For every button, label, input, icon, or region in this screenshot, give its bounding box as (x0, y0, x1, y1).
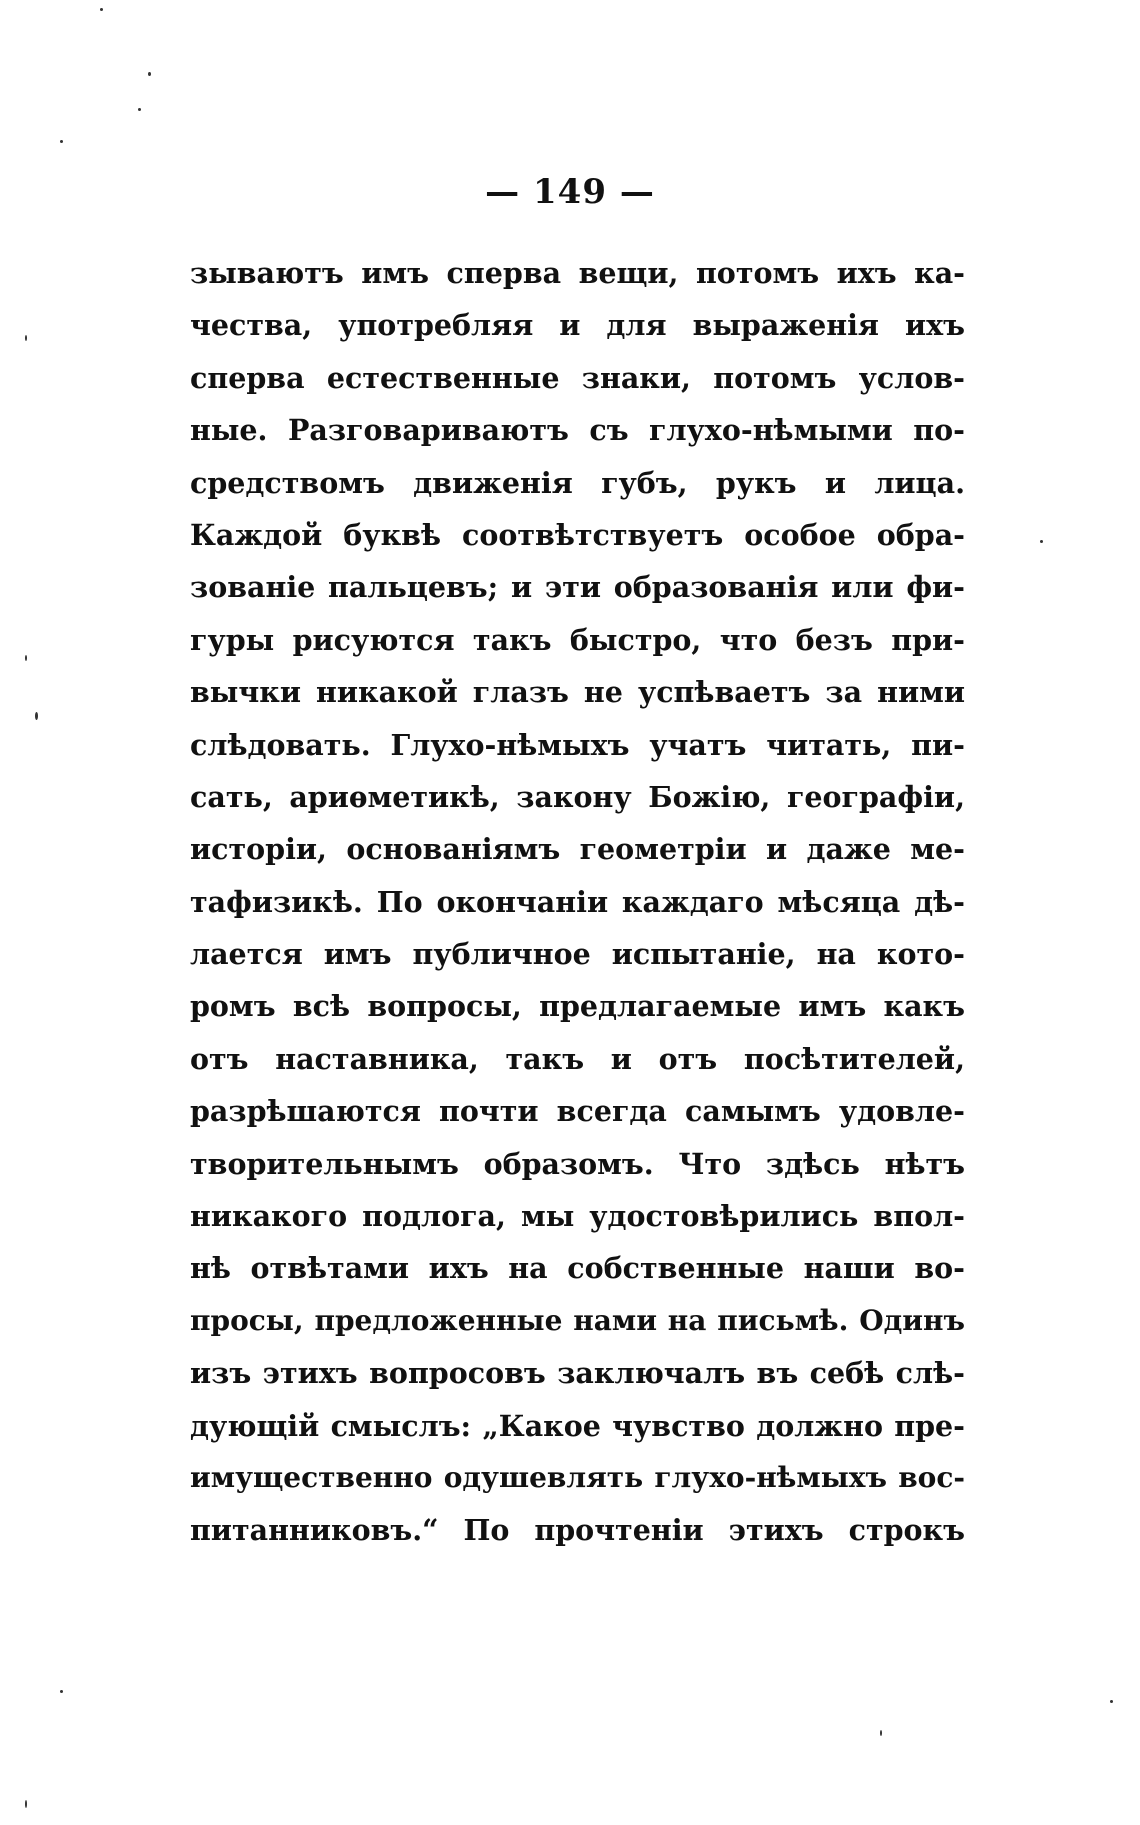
page-number: — 149 — (485, 172, 655, 212)
text-line: разрѣшаются почти всегда самымъ удовле- (190, 1094, 965, 1129)
scan-speck (1110, 1700, 1113, 1703)
body-text (190, 247, 965, 1557)
text-line: просы, предложенные нами на письмѣ. Одинъ (190, 1303, 965, 1337)
scan-speck (880, 1730, 882, 1736)
text-line: гуры рисуются такъ быстро, что безъ при- (190, 622, 965, 657)
scan-speck (1040, 540, 1043, 543)
text-line: тафизикѣ. По окончаніи каждаго мѣсяца дѣ- (190, 884, 965, 919)
scan-speck (148, 72, 151, 76)
scan-speck (25, 655, 27, 661)
text-line: нѣ отвѣтами ихъ на собственные наши во- (190, 1251, 965, 1286)
scan-speck (60, 1690, 63, 1693)
text-line: слѣдовать. Глухо-нѣмыхъ учатъ читать, пи- (190, 727, 965, 762)
scan-speck (100, 8, 103, 11)
text-line: вычки никакой глазъ не успѣваетъ за ними (190, 675, 965, 710)
text-line: творительнымъ образомъ. Что здѣсь нѣтъ (190, 1146, 965, 1181)
text-line: исторіи, основаніямъ геометріи и даже ме- (190, 832, 965, 867)
scan-speck (138, 108, 141, 111)
scan-speck (60, 140, 63, 143)
text-line: отъ наставника, такъ и отъ посѣтителей, (190, 1041, 965, 1076)
text-line: лается имъ публичное испытаніе, на кото- (190, 937, 965, 972)
text-line: ные. Разговариваютъ съ глухо-нѣмыми по- (190, 413, 965, 448)
text-line: изъ этихъ вопросовъ заключалъ въ себѣ слѣ- (190, 1356, 965, 1391)
text-line: сперва естественные знаки, потомъ услов- (190, 360, 965, 395)
text-line: сать, ариѳметикѣ, закону Божію, географіи, (190, 779, 965, 814)
scan-speck (25, 335, 27, 341)
text-line: ромъ всѣ вопросы, предлагаемые имъ какъ (190, 989, 965, 1024)
text-line: Каждой буквѣ соотвѣтствуетъ особое обра- (190, 517, 965, 552)
text-line: зованіе пальцевъ; и эти образованія или фи- (190, 570, 965, 605)
scan-speck (25, 1800, 27, 1808)
text-line: зываютъ имъ сперва вещи, потомъ ихъ ка- (190, 256, 965, 290)
text-line: имущественно одушевлять глухо-нѣмыхъ вос- (190, 1460, 965, 1494)
scan-speck (35, 712, 38, 720)
text-line: средствомъ движенія губъ, рукъ и лица. (190, 465, 965, 500)
text-line: никакого подлога, мы удостовѣрились впол- (190, 1199, 965, 1234)
text-line: питанниковъ.“ По прочтеніи этихъ строкъ (190, 1513, 965, 1548)
text-line: дующій смыслъ: „Какое чувство должно пре- (190, 1408, 965, 1443)
text-line: чества, употребляя и для выраженія ихъ (190, 308, 965, 343)
